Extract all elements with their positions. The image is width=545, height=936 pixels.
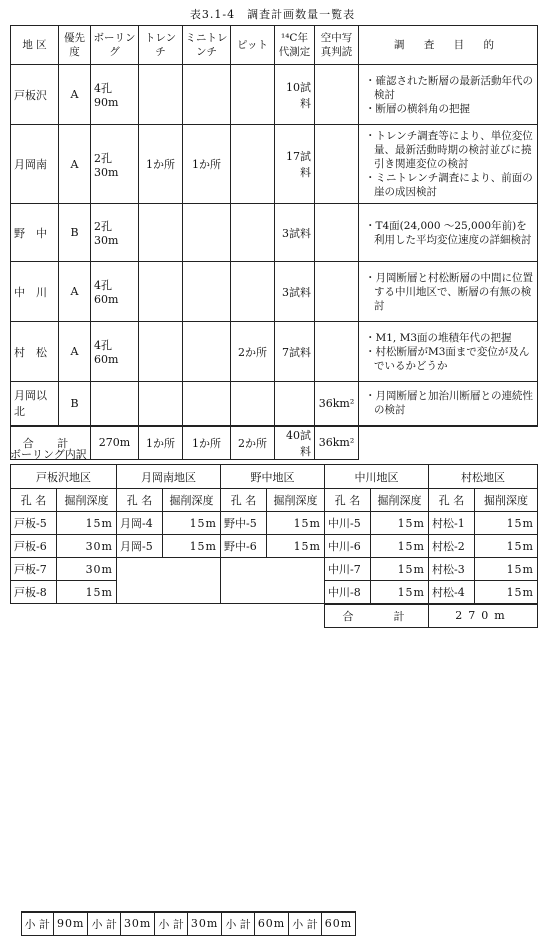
- aerial-cell: [315, 262, 359, 322]
- pit-cell: [231, 65, 275, 125]
- priority-cell: B: [59, 204, 91, 262]
- pit-cell: [231, 262, 275, 322]
- hole-name: 月岡-5: [117, 535, 163, 558]
- total-label: 合 計: [11, 426, 91, 460]
- hole-depth: 15m: [475, 535, 538, 558]
- hole-depth: 15m: [163, 512, 221, 535]
- hole-name: 村松-1: [429, 512, 475, 535]
- purpose-item: ・ M1, M3面の堆積年代の把握: [365, 331, 533, 345]
- hole-depth: 15m: [371, 558, 429, 581]
- boring-grand-total-row: [11, 604, 538, 627]
- total-boring: 270m: [91, 426, 139, 460]
- purpose-item: ・ ミニトレンチ調査により、前面の崖の成因検討: [365, 171, 533, 199]
- boring-cell: [91, 382, 139, 426]
- hole-depth: 30m: [57, 558, 117, 581]
- col-depth: 掘削深度: [475, 489, 538, 512]
- hole-depth: 15m: [163, 535, 221, 558]
- subtotal-label: 小 計: [88, 912, 121, 936]
- pit-cell: [231, 382, 275, 426]
- hole-name: 村松-4: [429, 581, 475, 604]
- hole-name: 戸板-8: [11, 581, 57, 604]
- aerial-cell: [315, 204, 359, 262]
- boring-cell: 4孔 60m: [91, 322, 139, 382]
- header-trench: トレンチ: [139, 26, 183, 65]
- header-pit: ピット: [231, 26, 275, 65]
- col-depth: 掘削深度: [57, 489, 117, 512]
- hole-depth: 15m: [267, 535, 325, 558]
- boring-subtotal-row: [21, 911, 357, 936]
- subtotal-value: 60m: [321, 912, 355, 936]
- purpose-cell: [359, 204, 538, 262]
- priority-cell: A: [59, 322, 91, 382]
- header-c14: ¹⁴C年代測定: [275, 26, 315, 65]
- total-purpose-empty: [359, 426, 538, 460]
- plan-total-row: [11, 426, 538, 460]
- header-priority: 優先度: [59, 26, 91, 65]
- boring-row: [11, 558, 538, 581]
- col-depth: 掘削深度: [163, 489, 221, 512]
- mini-trench-cell: [183, 382, 231, 426]
- priority-cell: A: [59, 262, 91, 322]
- boring-table: [10, 464, 538, 931]
- plan-row: [11, 65, 538, 125]
- subtotal-value: 30m: [120, 912, 154, 936]
- aerial-cell: [315, 322, 359, 382]
- mini-trench-cell: 1か所: [183, 125, 231, 204]
- grand-blank: [11, 604, 325, 627]
- purpose-item: ・ T4面(24,000 〜25,000年前)を利用した平均変位速度の詳細検討: [365, 219, 533, 247]
- trench-cell: [139, 322, 183, 382]
- boring-cell: 4孔 90m: [91, 65, 139, 125]
- plan-row: [11, 262, 538, 322]
- area-header: 村松地区: [429, 465, 538, 489]
- purpose-cell: [359, 125, 538, 204]
- plan-table: [10, 25, 538, 460]
- grand-label: 合 計: [325, 604, 429, 627]
- purpose-item: ・ 確認された断層の最新活動年代の検討: [365, 74, 533, 102]
- col-hole-name: 孔 名: [117, 489, 163, 512]
- district-cell: 中 川: [11, 262, 59, 322]
- hole-depth: 15m: [267, 512, 325, 535]
- purpose-item: ・ 村松断層がM3面まで変位が及んでいるかどうか: [365, 345, 533, 373]
- hole-name: 野中-6: [221, 535, 267, 558]
- col-depth: 掘削深度: [267, 489, 325, 512]
- col-hole-name: 孔 名: [429, 489, 475, 512]
- area-header: 戸板沢地区: [11, 465, 117, 489]
- area-header: 野中地区: [221, 465, 325, 489]
- hole-name: 戸板-5: [11, 512, 57, 535]
- purpose-cell: [359, 262, 538, 322]
- mini-trench-cell: [183, 262, 231, 322]
- trench-cell: 1か所: [139, 125, 183, 204]
- boring-cell: 4孔 60m: [91, 262, 139, 322]
- hole-name: 村松-2: [429, 535, 475, 558]
- purpose-item: ・ 月岡断層と加治川断層との連続性の検討: [365, 389, 533, 417]
- total-c14: 40試料: [275, 426, 315, 460]
- subtotal-value: 90m: [54, 912, 88, 936]
- hole-depth: 15m: [475, 558, 538, 581]
- purpose-item: ・ トレンチ調査等により、単位変位量、最新活動時期の検討並びに撓引き関連変位の検討: [365, 129, 533, 171]
- priority-cell: A: [59, 125, 91, 204]
- plan-header-row: [11, 26, 538, 65]
- hole-name: 中川-8: [325, 581, 371, 604]
- purpose-item: ・ 断層の横斜角の把握: [365, 102, 533, 116]
- hole-name: 中川-7: [325, 558, 371, 581]
- plan-row: [11, 382, 538, 426]
- district-cell: 月岡南: [11, 125, 59, 204]
- header-district: 地 区: [11, 26, 59, 65]
- subtotal-label: 小 計: [155, 912, 188, 936]
- priority-cell: A: [59, 65, 91, 125]
- trench-cell: [139, 65, 183, 125]
- boring-cell: 2孔 30m: [91, 125, 139, 204]
- plan-row: [11, 204, 538, 262]
- c14-cell: 10試料: [275, 65, 315, 125]
- hole-depth: 15m: [475, 512, 538, 535]
- purpose-cell: [359, 382, 538, 426]
- aerial-cell: 36km²: [315, 382, 359, 426]
- header-mini-trench: ミニトレンチ: [183, 26, 231, 65]
- header-boring: ボーリング: [91, 26, 139, 65]
- hole-name: 野中-5: [221, 512, 267, 535]
- hole-depth: 30m: [57, 535, 117, 558]
- area-header: 月岡南地区: [117, 465, 221, 489]
- district-cell: 月岡以北: [11, 382, 59, 426]
- plan-row: [11, 125, 538, 204]
- pit-cell: [231, 125, 275, 204]
- hole-depth: 15m: [57, 512, 117, 535]
- document-title: 表3.1-4 調査計画数量一覧表: [189, 8, 356, 21]
- c14-cell: [275, 382, 315, 426]
- col-hole-name: 孔 名: [221, 489, 267, 512]
- hole-name: 月岡-4: [117, 512, 163, 535]
- pit-cell: [231, 204, 275, 262]
- boring-cell: 2孔 30m: [91, 204, 139, 262]
- hole-depth: 15m: [371, 512, 429, 535]
- subtotal-value: 60m: [254, 912, 288, 936]
- aerial-cell: [315, 125, 359, 204]
- subtotal-value: 30m: [187, 912, 221, 936]
- mini-trench-cell: [183, 322, 231, 382]
- hole-name: 中川-5: [325, 512, 371, 535]
- total-aerial: 36km²: [315, 426, 359, 460]
- boring-area-header-row: [11, 465, 538, 489]
- aerial-cell: [315, 65, 359, 125]
- c14-cell: 3試料: [275, 262, 315, 322]
- grand-value: 270m: [429, 604, 538, 627]
- subtotal-label: 小 計: [289, 912, 322, 936]
- boring-section-title: ボーリング内訳: [10, 448, 87, 461]
- hole-depth: 15m: [475, 581, 538, 604]
- hole-depth: 15m: [371, 581, 429, 604]
- hole-name: 戸板-7: [11, 558, 57, 581]
- area-header: 中川地区: [325, 465, 429, 489]
- total-pit: 2か所: [231, 426, 275, 460]
- total-trench: 1か所: [139, 426, 183, 460]
- hole-depth: 15m: [371, 535, 429, 558]
- hole-name: 中川-6: [325, 535, 371, 558]
- header-aerial: 空中写真判読: [315, 26, 359, 65]
- subtotal-label: 小 計: [222, 912, 255, 936]
- boring-row: [11, 512, 538, 535]
- col-hole-name: 孔 名: [325, 489, 371, 512]
- c14-cell: 3試料: [275, 204, 315, 262]
- c14-cell: 7試料: [275, 322, 315, 382]
- empty-cell: [221, 558, 325, 604]
- plan-row: [11, 322, 538, 382]
- c14-cell: 17試料: [275, 125, 315, 204]
- mini-trench-cell: [183, 204, 231, 262]
- empty-cell: [117, 558, 221, 604]
- trench-cell: [139, 262, 183, 322]
- trench-cell: [139, 204, 183, 262]
- hole-depth: 15m: [57, 581, 117, 604]
- district-cell: 戸板沢: [11, 65, 59, 125]
- mini-trench-cell: [183, 65, 231, 125]
- col-depth: 掘削深度: [371, 489, 429, 512]
- trench-cell: [139, 382, 183, 426]
- header-purpose: 調 査 目 的: [359, 26, 538, 65]
- hole-name: 戸板-6: [11, 535, 57, 558]
- district-cell: 野 中: [11, 204, 59, 262]
- district-cell: 村 松: [11, 322, 59, 382]
- boring-row: [11, 535, 538, 558]
- total-mini-trench: 1か所: [183, 426, 231, 460]
- boring-column-header-row: [11, 489, 538, 512]
- priority-cell: B: [59, 382, 91, 426]
- pit-cell: 2か所: [231, 322, 275, 382]
- purpose-cell: [359, 322, 538, 382]
- purpose-cell: [359, 65, 538, 125]
- purpose-item: ・ 月岡断層と村松断層の中間に位置する中川地区で、断層の有無の検討: [365, 271, 533, 313]
- subtotal-label: 小 計: [21, 912, 54, 936]
- col-hole-name: 孔 名: [11, 489, 57, 512]
- hole-name: 村松-3: [429, 558, 475, 581]
